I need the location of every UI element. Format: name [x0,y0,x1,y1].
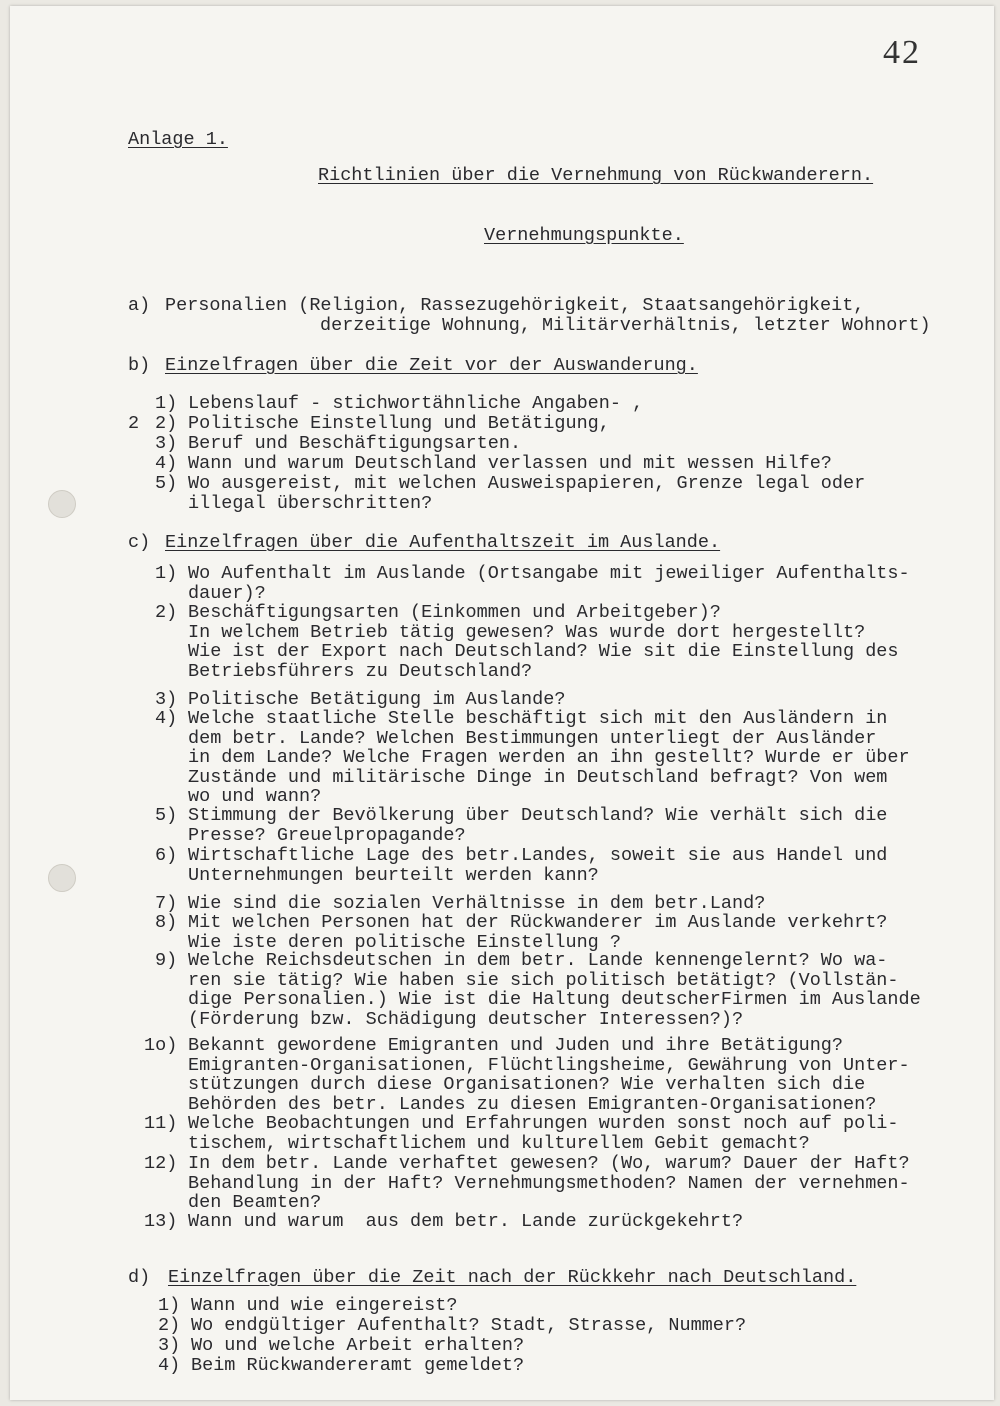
section-c-item-text-line: Wie ist der Export nach Deutschland? Wie sit die Einstellung des [188,641,899,662]
section-b-item-text-line: Politische Einstellung und Betätigung, [188,413,610,434]
section-d-marker: d) [128,1267,151,1288]
section-c-item-text-line: den Beamten? [188,1192,322,1213]
annex-label: Anlage 1. [128,129,228,150]
section-c-item-text-line: Behörden des betr. Landes zu diesen Emigranten-Organisationen? [188,1093,877,1115]
section-c-item-text-line: Wann und warum aus dem betr. Lande zurückgekehrt? [188,1211,744,1232]
section-c-item-text-line: Beschäftigungsarten (Einkommen und Arbeitgeber)? [188,602,721,623]
section-c-item-text-line: Welche Reichsdeutschen in dem betr. Lande kennengelernt? Wo wa- [188,950,888,971]
section-d-item-text-line: Wann und wie eingereist? [191,1295,458,1316]
section-b-item-number: 5) [155,473,178,494]
section-c-item-number: 9) [155,950,178,971]
section-d-item-number: 3) [158,1335,181,1356]
section-c-item-number: 11) [144,1113,178,1134]
section-d-item-text-line: Beim Rückwandereramt gemeldet? [191,1355,525,1376]
section-c-item-text-line: Emigranten-Organisationen, Flüchtlingsheime, Gewährung von Unter- [188,1054,910,1076]
section-c-item-number: 1) [155,563,178,584]
section-a-line-1: Personalien (Religion, Rassezugehörigkeit, Staatsangehörigkeit, [165,295,865,316]
section-b-item-text-line: Wo ausgereist, mit welchen Ausweispapieren, Grenze legal oder [188,473,866,494]
section-c-item-text-line: Welche staatliche Stelle beschäftigt sich mit den Ausländern in [188,708,888,729]
section-c-item-number: 3) [155,689,178,710]
section-b-marker: b) [128,355,151,376]
section-c-item-text-line: In dem betr. Lande verhaftet gewesen? (Wo, warum? Dauer der Haft? [188,1153,910,1174]
page-number: 42 [883,34,921,71]
section-d-item-text-line: Wo endgültiger Aufenthalt? Stadt, Strasse, Nummer? [191,1315,747,1336]
section-b-item-text-line: illegal überschritten? [188,492,433,514]
punch-hole-top [48,490,76,518]
section-c-item-text-line: (Förderung bzw. Schädigung deutscher Interessen?)? [188,1008,744,1030]
section-b-item-number: 1) [155,393,178,414]
section-c-item-text-line: Wo Aufenthalt im Auslande (Ortsangabe mit jeweiliger Aufenthalts- [188,563,910,584]
section-b-margin-note: 2 [128,413,140,434]
section-c-item-text-line: wo und wann? [188,786,322,807]
section-a-marker: a) [128,295,151,316]
section-c-item-text-line: tischem, wirtschaftlichem und kulturellem Gebit gemacht? [188,1132,810,1154]
document-page [10,6,994,1400]
section-c-item-text-line: in dem Lande? Welche Fragen werden an ihn gestellt? Wurde er über [188,747,910,768]
section-c-item-text-line: dem betr. Lande? Welchen Bestimmungen unterliegt der Ausländer [188,727,877,749]
section-c-item-text-line: Wirtschaftliche Lage des betr.Landes, soweit sie aus Handel und [188,845,888,866]
section-c-item-text-line: Bekannt gewordene Emigranten und Juden und ihre Betätigung? [188,1035,844,1056]
section-c-item-text-line: Stimmung der Bevölkerung über Deutschland? Wie verhält sich die [188,805,888,826]
section-b-heading: Einzelfragen über die Zeit vor der Auswanderung. [165,355,698,376]
section-c-item-number: 6) [155,845,178,866]
section-c-item-text-line: ren sie tätig? Wie haben sie sich politisch betätigt? (Vollstän- [188,969,899,991]
section-c-marker: c) [128,532,151,553]
section-c-item-text-line: In welchem Betrieb tätig gewesen? Was wurde dort hergestellt? [188,621,866,643]
punch-hole-bottom [48,864,76,892]
section-c-item-text-line: Unternehmungen beurteilt werden kann? [188,864,599,886]
section-c-item-text-line: dige Personalien.) Wie ist die Haltung deutscherFirmen im Auslande [188,989,921,1010]
section-c-item-text-line: Politische Betätigung im Auslande? [188,689,566,710]
section-d-item-number: 2) [158,1315,181,1336]
section-c-item-text-line: stützungen durch diese Organisationen? Wie verhalten sich die [188,1074,866,1095]
section-c-item-text-line: Betriebsführers zu Deutschland? [188,660,533,682]
section-c-item-text-line: Behandlung in der Haft? Vernehmungsmethoden? Namen der vernehmen- [188,1172,910,1194]
section-c-item-text-line: Mit welchen Personen hat der Rückwanderer im Auslande verkehrt? [188,912,888,933]
section-b-item-text-line: Wann und warum Deutschland verlassen und mit wessen Hilfe? [188,453,832,474]
section-c-item-number: 7) [155,893,178,914]
section-c-item-text-line: Welche Beobachtungen und Erfahrungen wurden sonst noch auf poli- [188,1113,899,1134]
section-c-item-number: 8) [155,912,178,933]
section-c-item-text-line: Wie iste deren politische Einstellung ? [188,931,621,953]
section-c-item-number: 2) [155,602,178,623]
section-c-heading: Einzelfragen über die Aufenthaltszeit im Auslande. [165,532,721,553]
section-c-item-number: 12) [144,1153,178,1174]
section-b-item-number: 3) [155,433,178,454]
section-b-item-text-line: Lebenslauf - stichwortähnliche Angaben- , [188,393,644,414]
section-c-item-text-line: Wie sind die sozialen Verhältnisse in dem betr.Land? [188,893,766,914]
section-c-item-text-line: Zustände und militärische Dinge in Deutschland befragt? Von wem [188,766,888,788]
section-c-item-number: 4) [155,708,178,729]
section-c-item-number: 13) [144,1211,178,1232]
section-b-item-number: 4) [155,453,178,474]
section-d-item-text-line: Wo und welche Arbeit erhalten? [191,1335,525,1356]
section-c-item-number: 5) [155,805,178,826]
section-d-item-number: 1) [158,1295,181,1316]
document-subtitle: Vernehmungspunkte. [484,225,684,246]
section-c-item-text-line: dauer)? [188,582,266,604]
section-b-item-text-line: Beruf und Beschäftigungsarten. [188,433,522,454]
section-c-item-number: 1o) [144,1035,178,1056]
document-title: Richtlinien über die Vernehmung von Rückwanderern. [318,165,874,186]
section-c-item-text-line: Presse? Greuelpropagande? [188,824,466,846]
section-b-item-number: 2) [155,413,178,434]
section-d-heading: Einzelfragen über die Zeit nach der Rückkehr nach Deutschland. [168,1267,857,1288]
section-d-item-number: 4) [158,1355,181,1376]
section-a-line-2: derzeitige Wohnung, Militärverhältnis, letzter Wohnort) [320,315,931,336]
